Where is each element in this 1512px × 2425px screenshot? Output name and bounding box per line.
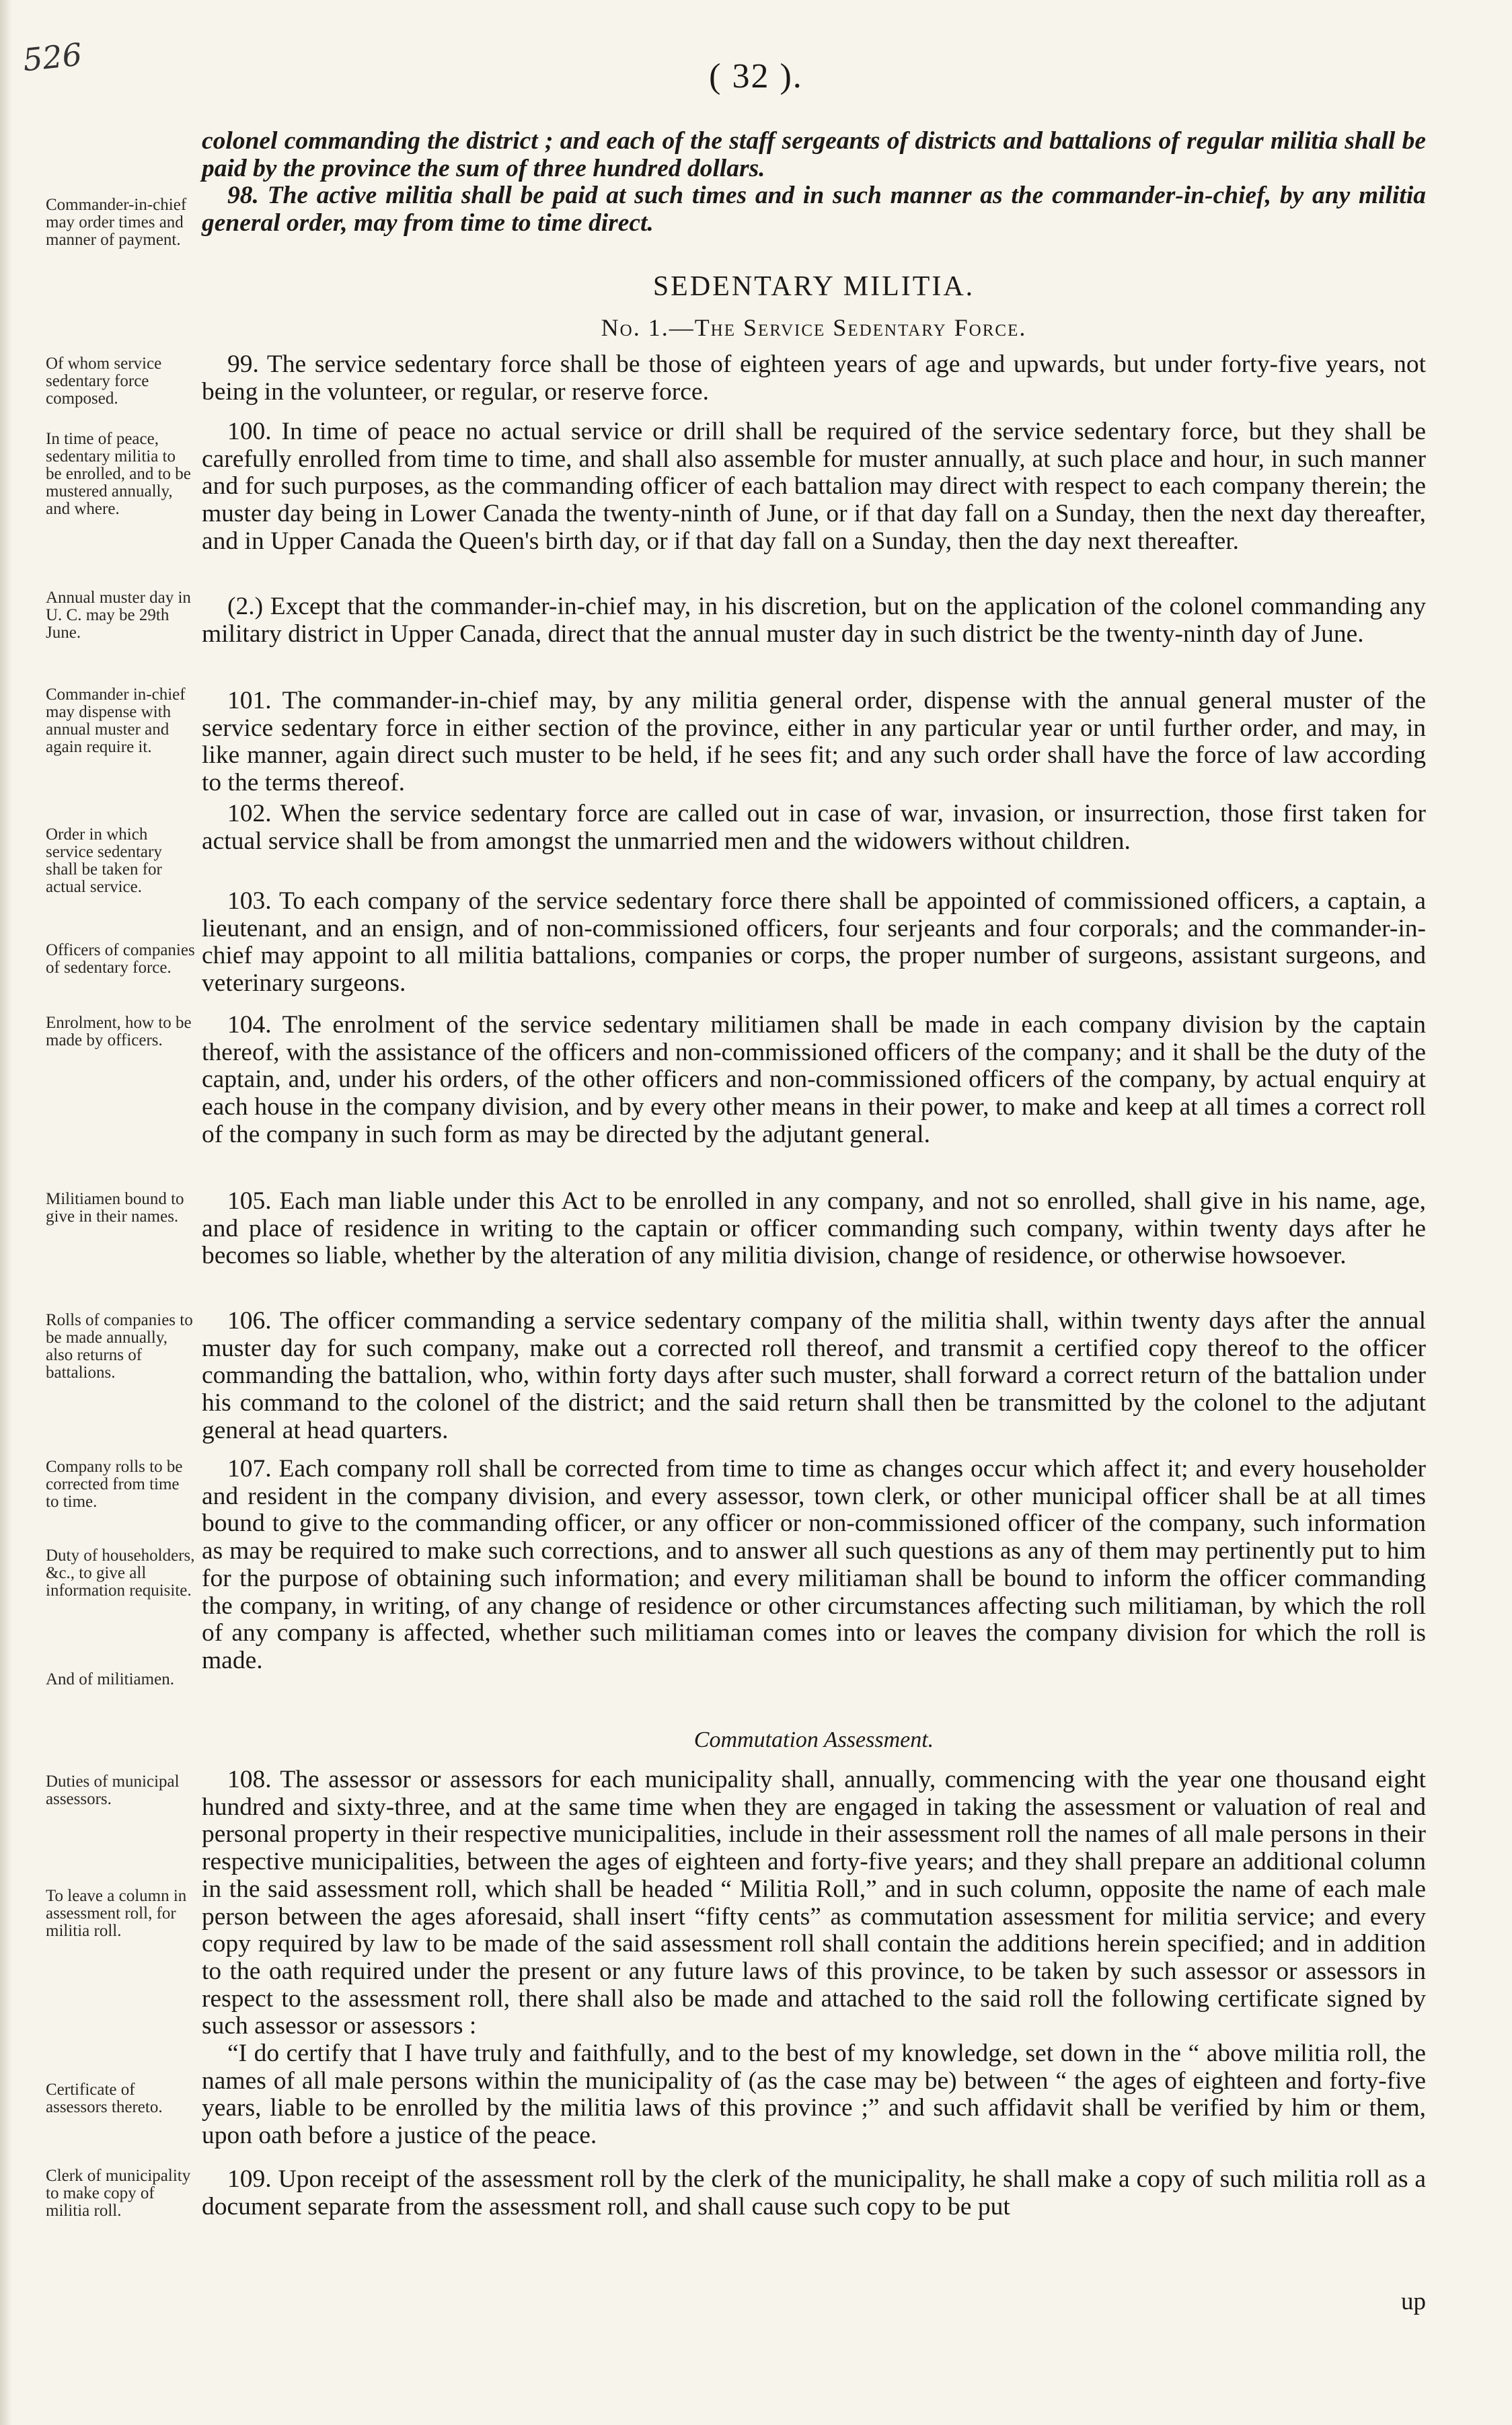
section-107: 107. Each company roll shall be corrected from time to time as changes occur which affect it; and every householder and resident in the company division, and every assessor, town clerk, or other municipal officer shall be at all times bound to give to the commanding officer, or any officer or non-commissioned officer of the company, such information as may be required to make such corrections, and to answer all such questions as any of them may pertinently put to him for the purpose of obtaining such information; and every militiaman shall be bound to inform the officer commanding the company, in writing, of any change of residence or other circumstances affecting such militiaman, by which the roll of any company is affected, whether such militiaman comes into or leaves the company division for which the roll is made. [202,1455,1426,1674]
section-99: 99. The service sedentary force shall be those of eighteen years of age and upwards, but under forty-five years, not being in the volunteer, or regular, or reserve force. [202,350,1426,406]
section-108-certificate: “I do certify that I have truly and faithfully, and to the best of my knowledge, set down in the “ above militia roll, the names of all male persons within the municipality of (as the case may be) between “ the ages of eighteen and forty-five years, liable to be enrolled by the militia laws of this province ;” and such affidavit shall be verified by him or them, upon oath before a justice of the peace. [202,2040,1426,2150]
section-105-block [202,1188,1426,1270]
catchword: up [1401,2288,1426,2315]
continuation-block [202,128,1426,237]
section-109-block [202,2166,1426,2221]
heading-commutation-assessment: Commutation Assessment. [693,1727,934,1752]
section-106-block [202,1308,1426,1445]
scan-edge-shadow [0,0,12,2425]
sidenote-100-2: Annual muster day in U. C. may be 29th June. [46,589,191,642]
section-102-block [202,800,1426,855]
heading-service-sedentary-force [202,313,1426,342]
sidenote-99: Of whom service sedentary force composed. [46,355,162,408]
section-104-block [202,1012,1426,1149]
section-108: 108. The assessor or assessors for each municipality shall, annually, commencing with the year one thousand eight hundred and sixty-three, and at the same time when they are engaged in taking the assessment or valuation of real and personal property in their respective municipalities, include in their assessment roll the names of all male persons in their respective municipalities, between the ages of eighteen and forty-five years; and they shall prepare an additional column in the said assessment roll, which shall be headed “ Militia Roll,” and in such column, opposite the name of each male person between the ages aforesaid, shall insert “fifty cents” as commutation assessment for militia service; and every copy required by law to be made of the said assessment roll shall contain the additions herein specified; and in addition to the oath required under the present or any future laws of this province, to be taken by such assessor or assessors in respect to the assessment roll, there shall also be made and attached to the said roll the following certificate signed by such assessor or assessors : [202,1766,1426,2040]
section-103-block [202,888,1426,998]
sidenote-108c: Certificate of assessors thereto. [46,2081,163,2116]
sidenote-108b: To leave a column in assessment roll, for militia roll. [46,1887,187,1940]
heading-no1-text: No. 1.—The Service Sedentary Force. [601,314,1027,341]
section-106: 106. The officer commanding a service sedentary company of the militia shall, within twenty days after the annual muster day for such company, make out a corrected roll thereof, and transmit a certified copy thereof to the officer commanding the battalion, who, within forty days after such muster, shall forward a correct return of the battalion under his command to the colonel of the district; and the said return shall then be transmitted by the colonel to the adjutant general at head quarters. [202,1307,1426,1444]
section-100-2: (2.) Except that the commander-in-chief may, in his discretion, but on the application of the colonel commanding any military district in Upper Canada, direct that the annual muster day in such district be the twenty-ninth day of June. [202,593,1426,648]
sidenote-107c: And of militiamen. [46,1670,174,1688]
section-104: 104. The enrolment of the service sedentary militiamen shall be made in each company division by the captain thereof, with the assistance of the officers and non-commissioned officers of the company; and it shall be the duty of the captain, and, under his orders, of the other officers and non-commissioned officers of the company, by actual enquiry at each house in the company division, and by every other means in their power, to make and keep at all times a correct roll of the company in such form as may be directed by the adjutant general. [202,1011,1426,1148]
section-107-block [202,1456,1426,1675]
section-108-block [202,1766,1426,2150]
section-101-block [202,687,1426,797]
sidenote-100: In time of peace, sedentary militia to be enrolled, and to be mustered annually, and where. [46,430,191,518]
sidenote-108a: Duties of municipal assessors. [46,1773,180,1808]
sidenote-107a: Company rolls to be corrected from time to time. [46,1458,183,1511]
sidenote-101: Commander in-chief may dispense with annual muster and again require it. [46,685,186,756]
sidenote-102: Order in which service sedentary shall be taken for actual service. [46,825,162,896]
section-102: 102. When the service sedentary force are called out in case of war, invasion, or insurrection, those first taken for actual service shall be from amongst the unmarried men and the widowers without children. [202,800,1426,855]
section-100-2-block [202,593,1426,648]
sidenote-105: Militiamen bound to give in their names. [46,1190,184,1226]
section-99-block [202,351,1426,406]
section-101: 101. The commander-in-chief may, by any militia general order, dispense with the annual general muster of the service sedentary force in either section of the province, either in any particular year or until further order, and may, in like manner, again direct such muster to be held, if he sees fit; and any such order shall have the force of law according to the terms thereof. [202,687,1426,797]
page-number: ( 32 ). [709,57,803,96]
continuation-text: colonel commanding the district ; and each of the staff sergeants of districts and battalions of regular militia shall be paid by the province the sum of three hundred dollars. [202,127,1426,182]
handwritten-page-note: 526 [21,36,84,79]
sidenote-107b: Duty of householders, &c., to give all information requisite. [46,1546,195,1600]
section-103: 103. To each company of the service sedentary force there shall be appointed of commissioned officers, a captain, a lieutenant, and an ensign, and of non-commissioned officers, four serjeants and four corporals; and the commander-in-chief may appoint to all militia battalions, companies or corps, the proper number of surgeons, assistant surgeons, and veterinary surgeons. [202,887,1426,998]
sidenote-109: Clerk of municipality to make copy of militia roll. [46,2167,191,2220]
section-109: 109. Upon receipt of the assessment roll by the clerk of the municipality, he shall make a copy of such militia roll as a document separate from the assessment roll, and shall cause such copy to be put [202,2165,1426,2221]
sidenote-106: Rolls of companies to be made annually, also returns of battalions. [46,1311,193,1382]
section-105: 105. Each man liable under this Act to be enrolled in any company, and not so enrolled, shall give in his name, age, and place of residence in writing to the captain or officer commanding such company, within twenty days after he becomes so liable, whether by the alteration of any militia division, change of residence, or otherwise howsoever. [202,1187,1426,1270]
section-100-block [202,418,1426,556]
section-100: 100. In time of peace no actual service or drill shall be required of the service sedentary force, but they shall be carefully enrolled from time to time, and shall also assemble for muster annually, at such place and hour, in such manner and for such purposes, as the commanding officer of each battalion may direct with respect to each company therein; the muster day being in Lower Canada the twenty-ninth of June, or if that day fall on a Sunday, then the next day thereafter, and in Upper Canada the Queen's birth day, or if that day fall on a Sunday, then the day next thereafter. [202,418,1426,555]
heading-sedentary-militia: SEDENTARY MILITIA. [652,271,975,302]
section-98: 98. The active militia shall be paid at such times and in such manner as the commander-in-chief, by any militia general order, may from time to time direct. [202,182,1426,237]
sidenote-104: Enrolment, how to be made by officers. [46,1014,192,1049]
sidenote-103: Officers of companies of sedentary force. [46,941,195,977]
sidenote-98: Commander-in-chief may order times and manner of payment. [46,196,187,249]
